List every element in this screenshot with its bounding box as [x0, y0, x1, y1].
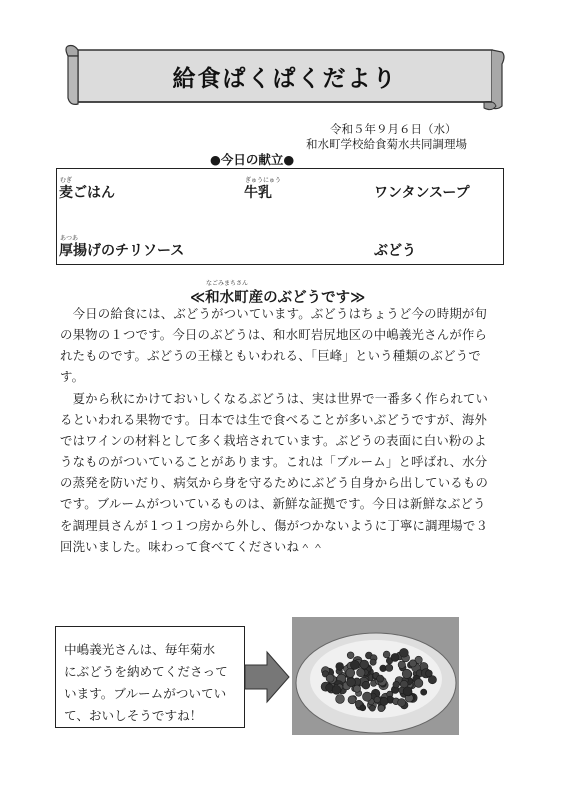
menu-heading: ●今日の献立●: [210, 152, 295, 167]
grape-berry: [414, 679, 423, 688]
newsletter-title: 給食ぱくぱくだより: [172, 66, 398, 92]
article-line: す。: [60, 369, 85, 384]
caption-line: 中嶋義光さんは、毎年菊水: [64, 642, 216, 657]
menu-item-soup: ワンタンスープ: [374, 185, 470, 201]
grape-berry: [391, 653, 399, 661]
grape-berry: [348, 696, 356, 704]
article-line: れたものです。ぶどうの王様ともいわれる、「巨峰」という種類のぶどうで: [60, 348, 481, 363]
menu-item-rice: 麦ごはん: [59, 185, 115, 201]
grape-berry: [386, 664, 393, 671]
article-line: るといわれる果物です。日本では生で食べることが多いぶどうですが、海外: [60, 412, 488, 427]
menu-ruby-atsuage: あつあ: [60, 235, 79, 242]
grape-berry: [398, 699, 406, 707]
grape-berry: [336, 695, 345, 704]
article-line: の蒸発を防いだり、病気から身を守るためにぶどう自身から出しているもの: [60, 475, 489, 490]
article-heading-ruby: なごみまちさん: [206, 280, 249, 287]
caption-box: [55, 626, 245, 728]
grape-berry: [380, 697, 388, 705]
article-line: 夏から秋にかけておいしくなるぶどうは、実は世界で一番多く作られてい: [60, 391, 489, 406]
article-line: の果物の１つです。今日のぶどうは、和水町岩尻地区の中嶋義光さんが作ら: [60, 327, 488, 342]
issue-date: 令和５年９月６日（水）: [330, 122, 457, 136]
grapes-photo: [292, 617, 459, 735]
article-line: 今日の給食には、ぶどうがついています。ぶどうはちょうど今の時期が旬: [60, 306, 488, 321]
grape-berry: [360, 705, 366, 711]
grape-berry: [409, 660, 416, 667]
grape-berry: [350, 660, 359, 669]
grape-berry: [426, 670, 433, 677]
grape-berry: [400, 648, 409, 657]
grape-berry: [398, 661, 405, 668]
grape-berry: [377, 675, 384, 682]
menu-ruby-mugi: むぎ: [60, 177, 73, 184]
grape-berry: [393, 681, 400, 688]
grape-berry: [383, 651, 390, 658]
article-line: うなものがついていることがあります。これは「ブルーム」と呼ばれ、水分: [60, 454, 488, 469]
article-line: 回洗いました。味わって食べてくださいね＾＾: [60, 539, 325, 554]
grape-berry: [370, 659, 376, 665]
caption-line: て、おいしそうですね！: [64, 708, 203, 723]
caption-line: います。ブルームがついてい: [64, 686, 227, 701]
grape-berry: [336, 663, 344, 671]
grape-berry: [326, 674, 334, 682]
grape-berry: [347, 652, 354, 659]
grape-berry: [403, 687, 412, 696]
article-line: を調理員さんが１つ１つ房から外し、傷がつかないように丁寧に調理場で３: [60, 518, 489, 533]
menu-item-atsuage: 厚揚げのチリソース: [59, 243, 185, 259]
menu-ruby-milk: ぎゅうにゅう: [245, 177, 281, 184]
grape-berry: [353, 685, 360, 692]
grape-berry: [346, 668, 355, 677]
menu-item-grapes: ぶどう: [374, 243, 416, 259]
article-line: ではワインの材料として多く栽培されています。ぶどうの表面に白い粉のよ: [60, 433, 487, 448]
grape-berry: [357, 668, 365, 676]
arrow-right-icon: [243, 650, 291, 704]
grape-berry: [402, 669, 411, 678]
grape-berry: [369, 705, 375, 711]
grape-berry: [378, 705, 385, 712]
grape-berry: [374, 697, 380, 703]
caption-line: にぶどうを納めてくださって: [64, 664, 228, 679]
article-heading: ≪和水町産のぶどうです≫: [190, 290, 366, 306]
grape-berry: [362, 681, 370, 689]
school-name: 和水町学校給食菊水共同調理場: [306, 137, 467, 151]
grape-berry: [421, 689, 427, 695]
grape-berry: [332, 686, 341, 695]
grape-berry: [360, 660, 369, 669]
menu-item-milk: 牛乳: [244, 185, 272, 201]
grape-berry: [363, 692, 372, 701]
article-line: です。ブルームがついているものは、新鮮な証拠です。今日は新鮮なぶどう: [60, 496, 486, 511]
